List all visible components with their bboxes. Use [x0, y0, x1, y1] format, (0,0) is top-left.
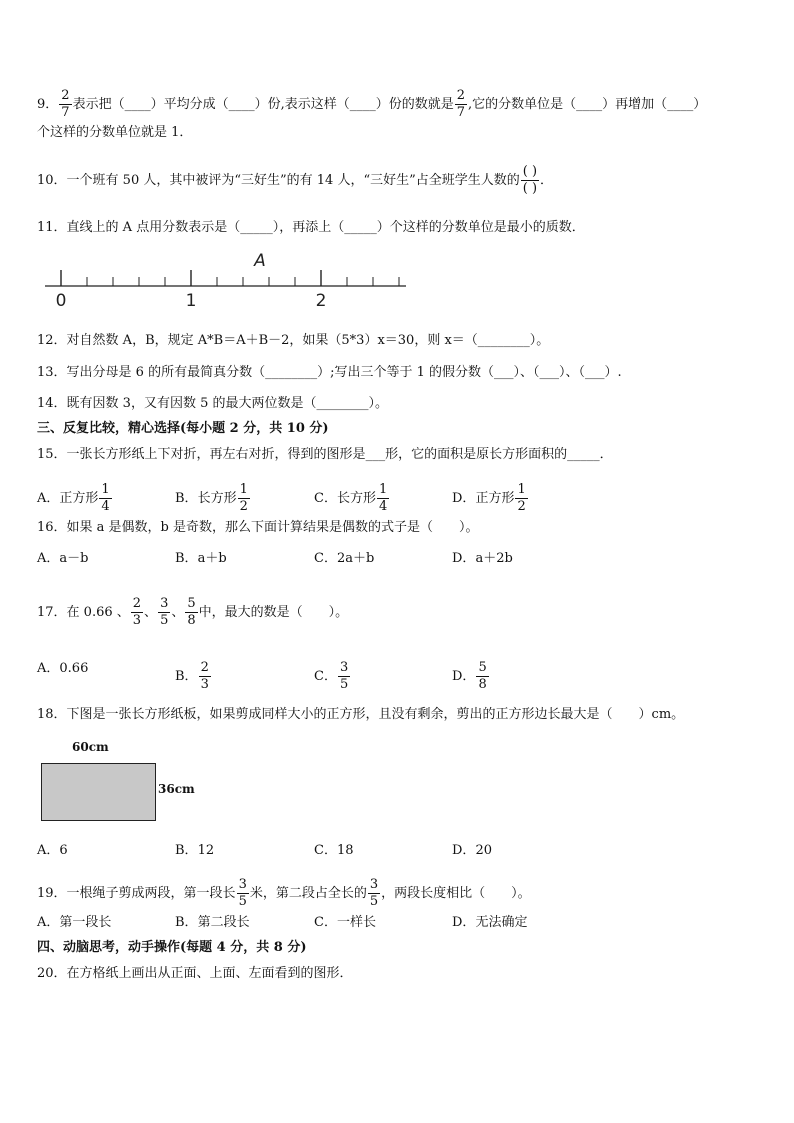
section-heading: 四、动脑思考，动手操作(每题 4 分，共 8 分): [37, 940, 307, 955]
option-c[interactable]: C． $\frac{3}{5}$: [314, 660, 349, 692]
fraction: $\frac{3}{5}$: [238, 877, 247, 909]
width-label: 60cm: [72, 740, 109, 754]
option-a[interactable]: A．正方形 $\frac{1}{4}$: [37, 482, 110, 514]
answer-blank: ________: [477, 333, 530, 348]
answer-blank: ____: [124, 97, 151, 112]
fraction: $\frac{3}{5}$: [369, 877, 379, 909]
option-a[interactable]: A．6: [37, 843, 68, 858]
answer-blank: _____: [344, 220, 377, 235]
answer-blank: ____: [667, 97, 694, 112]
question-16: 16．如果 a 是偶数，b 是奇数，那么下面计算结果是偶数的式子是（ ）。: [37, 520, 479, 535]
option-b[interactable]: B．长方形 $\frac{1}{2}$: [175, 482, 248, 514]
option-c[interactable]: C．2a＋b: [314, 551, 375, 566]
number-line: [40, 250, 420, 312]
option-d[interactable]: D． $\frac{5}{8}$: [452, 660, 487, 692]
question-11: 11．直线上的 A 点用分数表示是（_____），再添上（_____）个这样的分数单位是最小的质数．: [37, 220, 585, 235]
option-b[interactable]: B． $\frac{2}{3}$: [175, 660, 209, 692]
question-20: 20．在方格纸上画出从正面、上面、左面看到的图形．: [37, 966, 353, 981]
question-17: 17．在 0.66 、 $\frac{2}{3}$ 、 $\frac{3}{5}$ 、 $\frac{5}{8}$ 中，最大的数是（ ）。: [37, 596, 349, 628]
answer-blank: ___: [494, 365, 514, 380]
option-b[interactable]: B．第二段长: [175, 915, 250, 930]
answer-blank: ___: [585, 365, 605, 380]
option-b[interactable]: B．12: [175, 843, 215, 858]
fraction: $\frac{2}{7}$: [61, 88, 70, 120]
option-d[interactable]: D．无法确定: [452, 915, 528, 930]
option-b[interactable]: B．a＋b: [175, 551, 227, 566]
question-18: 18．下图是一张长方形纸板，如果剪成同样大小的正方形，且没有剩余，剪出的正方形边长最大是（ ）cm。: [37, 707, 685, 722]
question-19: 19．一根绳子剪成两段，第一段长 $\frac{3}{5}$ 米，第二段占全长的 $\frac{3}{5}$ ，两段长度相比（ ）。: [37, 877, 531, 909]
question-14: 14．既有因数 3，又有因数 5 的最大两位数是（________）。: [37, 396, 389, 411]
option-c[interactable]: C．一样长: [314, 915, 376, 930]
answer-blank: _____: [567, 447, 600, 462]
option-d[interactable]: D．正方形 $\frac{1}{2}$: [452, 482, 526, 514]
question-12: 12．对自然数 A，B，规定 A*B＝A＋B－2，如果（5*3）x＝30，则 x＝（________）。: [37, 333, 550, 348]
axis-tick-label: 0: [55, 291, 67, 311]
question-9: 9． $\frac{2}{7}$ 表示把（____）平均分成（____）份,表示这样（____）份的数就是 $\frac{2}{7}$ ,它的分数单位是（____）再增加（____）: [37, 88, 707, 120]
question-15: 15．一张长方形纸上下对折，再左右对折，得到的图形是___形，它的面积是原长方形面积的_____．: [37, 447, 613, 462]
answer-blank: ____: [349, 97, 376, 112]
answer-blank: ________: [316, 396, 369, 411]
answer-blank: ___: [539, 365, 560, 380]
question-9-line2: 个这样的分数单位就是 1．: [37, 125, 193, 140]
point-label: A: [254, 251, 266, 271]
answer-blank: ____: [228, 97, 255, 112]
option-a[interactable]: A．0.66: [37, 661, 89, 676]
fraction: $\frac{3}{5}$: [160, 596, 169, 628]
answer-blank: ____: [576, 97, 603, 112]
option-d[interactable]: D．20: [452, 843, 492, 858]
section-heading: 三、反复比较，精心选择(每小题 2 分，共 10 分): [37, 421, 329, 436]
fraction: $\frac{2}{3}$: [132, 596, 142, 628]
question-10: 10．一个班有 50 人，其中被评为“三好生”的有 14 人，“三好生”占全班学生人数的 ( ) ( ) ．: [37, 164, 554, 196]
option-d[interactable]: D．a＋2b: [452, 551, 513, 566]
answer-blank: ________: [265, 365, 318, 380]
fraction-blank: ( ) ( ): [522, 164, 538, 196]
option-a[interactable]: A．第一段长: [37, 915, 112, 930]
answer-blank: ___: [365, 447, 386, 462]
option-a[interactable]: A．a－b: [37, 551, 89, 566]
cardboard-rectangle: [41, 763, 156, 821]
option-c[interactable]: C．18: [314, 843, 354, 858]
fraction: $\frac{2}{7}$: [456, 88, 466, 120]
axis-tick-label: 2: [315, 291, 327, 311]
height-label: 36cm: [158, 782, 195, 796]
axis-tick-label: 1: [185, 291, 197, 311]
fraction: $\frac{5}{8}$: [187, 596, 196, 628]
answer-blank: _____: [240, 220, 273, 235]
question-13: 13．写出分母是 6 的所有最简真分数（________）;写出三个等于 1 的假分数（___）、（___）、（___）.: [37, 365, 622, 380]
option-c[interactable]: C．长方形 $\frac{1}{4}$: [314, 482, 388, 514]
